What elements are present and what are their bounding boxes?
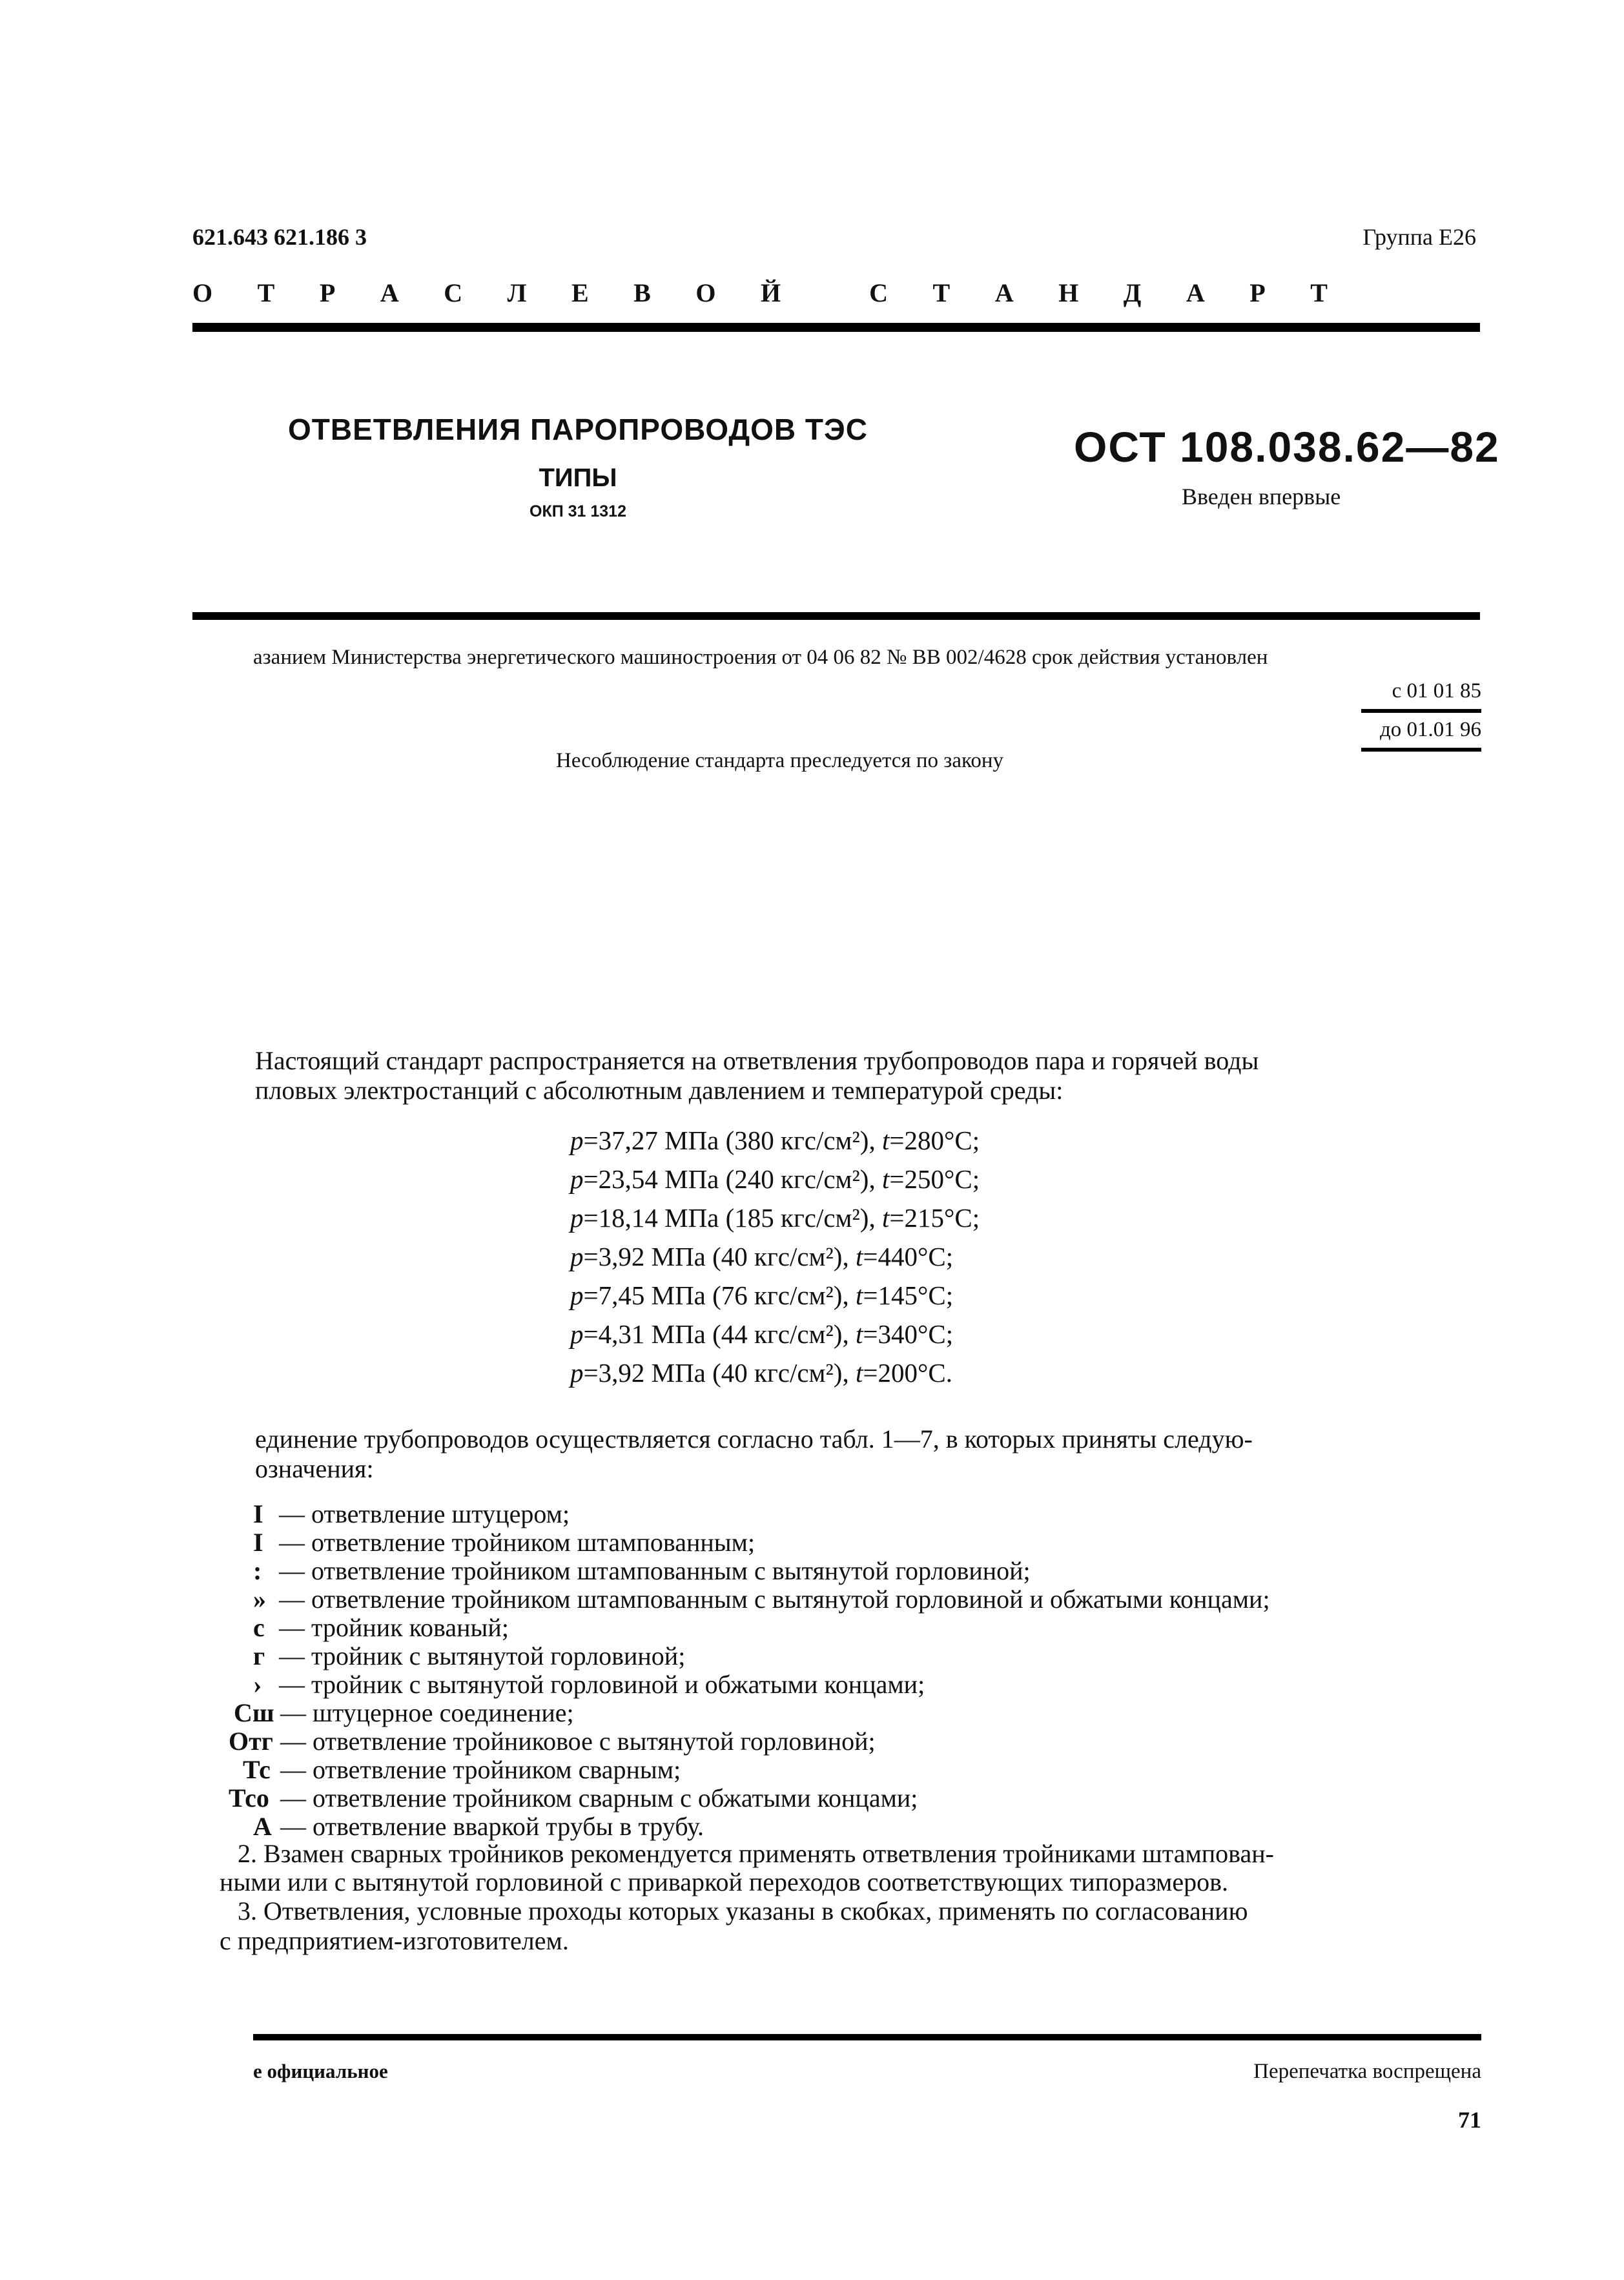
note-2-line-1: 2. Взамен сварных тройников рекомендуется применять ответвления тройниками штампован- [238, 1839, 1274, 1868]
legend-item [253, 1500, 570, 1528]
validity-to: до 01.01 96 [1379, 718, 1481, 741]
banner-letter: Р [1249, 278, 1267, 307]
validity-from: с 01 01 85 [1392, 679, 1481, 703]
formula-t: t [855, 1358, 863, 1388]
legend-text: — ответвление тройником сварным с обжатыми концами; [280, 1783, 918, 1813]
formula-pressure: =18,14 МПа (185 кгс/см²), [583, 1203, 882, 1233]
formula-temperature: =215°С; [889, 1203, 980, 1233]
formula-line [570, 1202, 980, 1233]
legend-item [253, 1813, 704, 1841]
banner-letter: А [1186, 278, 1206, 307]
formula-line [570, 1319, 953, 1350]
formula-pressure: =3,92 МПа (40 кгс/см²), [583, 1242, 856, 1271]
banner-letter: Т [932, 278, 952, 307]
legend-code: А [253, 1812, 272, 1841]
banner-letter: О [695, 278, 717, 307]
official-edition-note: е официальное [253, 2060, 388, 2082]
legend-text: — ответвление тройником штампованным; [279, 1528, 755, 1557]
legend-text: — ответвление тройником штампованным с вытянутой горловиной и обжатыми концами; [279, 1585, 1270, 1614]
formula-temperature: =340°С; [863, 1319, 954, 1349]
standard-number: ОСТ 108.038.62—82 [1074, 423, 1500, 471]
banner-letter: С [444, 278, 464, 307]
law-notice: Несоблюдение стандарта преследуется по закону [556, 749, 1003, 772]
formula-p: p [570, 1125, 584, 1155]
legend-item [253, 1670, 925, 1699]
legend-text: — тройник с вытянутой горловиной; [279, 1641, 686, 1670]
legend-text: — ответвление тройником сварным; [280, 1755, 681, 1784]
legend-code: › [253, 1670, 262, 1699]
formula-temperature: =145°С; [863, 1280, 954, 1310]
banner-letter: Е [571, 278, 590, 307]
approval-text: азанием Министерства энергетического машиностроения от 04 06 82 № ВВ 002/4628 срок действия установлен [253, 646, 1268, 669]
reprint-notice: Перепечатка воспрещена [1253, 2060, 1481, 2083]
paragraph-1-line-1: Настоящий стандарт распространяется на ответвления трубопроводов пара и горячей воды [255, 1046, 1259, 1075]
formula-temperature: =200°С. [863, 1358, 952, 1388]
banner-letter: Р [319, 278, 337, 307]
note-3-line-1: 3. Ответвления, условные проходы которых указаны в скобках, применять по согласованию [238, 1896, 1248, 1926]
legend-item [234, 1699, 574, 1727]
formula-pressure: =4,31 МПа (44 кгс/см²), [583, 1319, 856, 1349]
formula-pressure: =3,92 МПа (40 кгс/см²), [583, 1358, 856, 1388]
legend-code: Тсо [229, 1783, 269, 1813]
formula-line [570, 1164, 980, 1195]
legend-code: с [253, 1613, 265, 1642]
formula-t: t [881, 1125, 890, 1155]
paragraph-2-line-2: означения: [255, 1454, 374, 1483]
formula-p: p [570, 1319, 584, 1349]
formula-p: p [570, 1242, 584, 1271]
legend-code: » [253, 1585, 266, 1614]
formula-line [570, 1357, 952, 1388]
banner-letter: Л [507, 278, 528, 307]
formula-t: t [881, 1164, 890, 1194]
paragraph-2-line-1: единение трубопроводов осуществляется согласно табл. 1—7, в которых приняты следую- [255, 1424, 1253, 1453]
formula-temperature: =440°С; [863, 1242, 954, 1271]
document-title: ОТВЕТВЛЕНИЯ ПАРОПРОВОДОВ ТЭС [288, 413, 868, 446]
okp-code: ОКП 31 1312 [529, 502, 626, 520]
standard-banner [192, 278, 1329, 308]
banner-letter: В [633, 278, 652, 307]
banner-letter: Й [760, 278, 783, 307]
legend-code: г [253, 1641, 265, 1670]
formula-temperature: =250°С; [889, 1164, 980, 1194]
formula-pressure: =23,54 МПа (240 кгс/см²), [583, 1164, 882, 1194]
top-thick-rule [192, 323, 1480, 332]
legend-text: — ответвление вваркой трубы в трубу. [280, 1812, 704, 1841]
banner-letter: Т [257, 278, 276, 307]
formula-temperature: =280°С; [889, 1125, 980, 1155]
formula-t: t [881, 1203, 890, 1233]
formula-t: t [855, 1280, 863, 1310]
legend-text: — ответвление тройниковое с вытянутой горловиной; [280, 1727, 876, 1756]
legend-item [229, 1727, 876, 1756]
note-2-line-2: ными или с вытянутой горловиной с приваркой переходов соответствующих типоразмеров. [220, 1867, 1228, 1896]
validity-underline-2 [1361, 748, 1481, 752]
banner-letter: Т [1310, 278, 1329, 307]
formula-p: p [570, 1280, 584, 1310]
footer-rule [253, 2034, 1481, 2040]
formula-p: p [570, 1203, 584, 1233]
introduced-note: Введен впервые [1182, 484, 1341, 509]
banner-letter: А [380, 278, 400, 307]
formula-line [570, 1280, 953, 1311]
legend-code: Тс [243, 1755, 271, 1784]
legend-item [253, 1557, 1031, 1585]
banner-letter: А [994, 278, 1015, 307]
legend-item [253, 1528, 755, 1557]
legend-code: I [253, 1499, 263, 1528]
banner-letter: О [192, 278, 214, 307]
udc-code: 621.643 621.186 3 [192, 224, 367, 250]
legend-text: — тройник с вытянутой горловиной и обжатыми концами; [279, 1670, 925, 1699]
legend-code: : [253, 1556, 262, 1585]
document-subtitle: ТИПЫ [539, 464, 617, 492]
formula-p: p [570, 1164, 584, 1194]
legend-text: — штуцерное соединение; [280, 1698, 574, 1727]
legend-code: Отг [229, 1727, 273, 1756]
validity-underline-1 [1361, 709, 1481, 713]
legend-item [253, 1642, 685, 1670]
legend-item [253, 1614, 509, 1642]
legend-item [253, 1585, 1270, 1614]
page-number: 71 [1458, 2107, 1481, 2133]
formula-p: p [570, 1358, 584, 1388]
legend-item [243, 1756, 681, 1784]
legend-text: — тройник кованый; [279, 1613, 509, 1642]
legend-code: Сш [234, 1698, 274, 1727]
legend-text: — ответвление штуцером; [279, 1499, 570, 1528]
formula-t: t [855, 1242, 863, 1271]
formula-pressure: =37,27 МПа (380 кгс/см²), [583, 1125, 882, 1155]
legend-code: I [253, 1528, 263, 1557]
formula-line [570, 1125, 980, 1156]
banner-letter: С [869, 278, 890, 307]
note-3-line-2: с предприятием-изготовителем. [220, 1926, 569, 1955]
group-code: Группа Е26 [1362, 224, 1476, 250]
formula-t: t [855, 1319, 863, 1349]
legend-text: — ответвление тройником штампованным с вытянутой горловиной; [279, 1556, 1031, 1585]
legend-item [229, 1784, 918, 1813]
banner-letter: Д [1123, 278, 1143, 307]
formula-line [570, 1241, 953, 1272]
paragraph-1-line-2: пловых электростанций с абсолютным давлением и температурой среды: [255, 1076, 1064, 1105]
banner-letter: Н [1058, 278, 1080, 307]
mid-thick-rule [192, 612, 1480, 620]
formula-pressure: =7,45 МПа (76 кгс/см²), [583, 1280, 856, 1310]
